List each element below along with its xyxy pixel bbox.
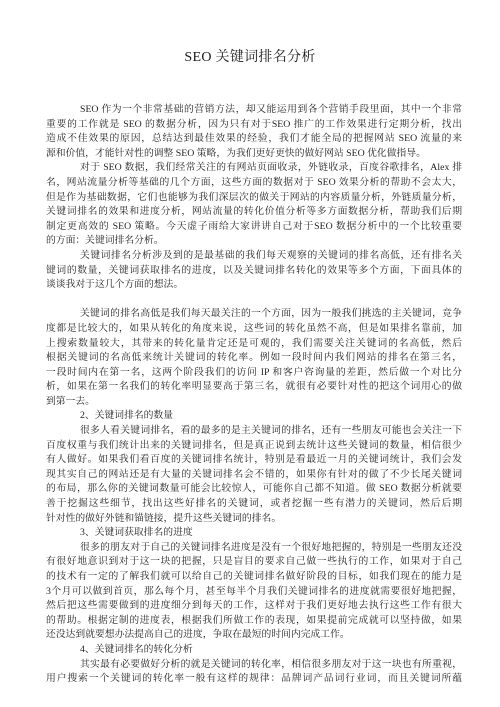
- text-line: 关键词的排名高低是我们每天最关注的一个方面，因为一般我们挑选的主关键词，竞争: [80, 308, 462, 320]
- text-line: 然后把这些需要做到的进度细分到每天的工作，这样对于我们更好地去执行这些工作有很大: [46, 600, 462, 612]
- paragraph-5: [46, 424, 462, 526]
- paragraph-2: [46, 161, 462, 249]
- text-line: 的方面：关键词排名分析。: [46, 235, 164, 247]
- text-line: 很多的朋友对于自己的关键词排名进度是没有一个很好地把握的，特别是一些朋友还没: [80, 541, 462, 553]
- text-line: 百度权重与我们统计出来的关键词排名，但是真正说到去统计这些关键词的数量，相信很少: [46, 439, 462, 451]
- document-body: [46, 103, 462, 687]
- text-line: 但是作为基础数据，它们也能够为我们深层次的做关于网站的内容质量分析，外链质量分析，: [46, 191, 462, 203]
- text-line: 针对性的做好外链和锚链接，提升这些关键词的排名。: [46, 512, 282, 524]
- section-heading-3: 3、关键词获取排名的进度: [80, 527, 193, 539]
- text-line: 现其实自己的网站还是有大量的关键词排名会不错的，如果你有针对的做了不少长尾关键词: [46, 468, 462, 480]
- text-line: 有很好地意识到对于这一块的把握，只是盲目的要求自己做一些执行的工作，如果对于自己: [46, 556, 462, 568]
- text-line: 3个月可以做到首页，那么每个月，甚至每半个月我们关键词排名的进度就需要很好地把握，: [46, 585, 462, 597]
- text-line: 重要的工作就是 SEO 的数据分析，因为只有对于SEO 推广的工作效果进行定期分析，找出: [46, 118, 462, 130]
- text-line: 度都是比较大的，如果从转化的角度来说，这些词的转化虽然不高，但是如果排名靠前，加: [46, 322, 462, 334]
- paragraph-3: [46, 249, 462, 293]
- paragraph-6: [46, 541, 462, 643]
- section-heading-2: 2、关键词排名的数量: [80, 410, 174, 422]
- text-line: 造成不佳效果的原因，总结达到最佳效果的经验，我们才能全局的把握网站 SEO 流量的来: [46, 133, 462, 145]
- text-line: 的技术有一定的了解我们就可以给自己的关键词排名做好阶段的目标，如我们现在的能力是: [46, 571, 462, 582]
- text-line: 关键词排名分析涉及到的是最基础的我们每天观察的关键词的排名高低，还有排名关: [80, 249, 462, 261]
- text-line: 的布局，那么你的关键词数量可能会比较惊人，可能你自己都不知道。做 SEO 数据分析就要: [46, 483, 462, 495]
- text-line: 一段时间内在第一名，这两个阶段我们的访问 IP 和客户咨询量的差距，然后做一个对比分: [46, 366, 462, 378]
- paragraph-1: [46, 103, 462, 161]
- document-title: SEO 关键词排名分析: [184, 50, 316, 65]
- text-line: 关键词排名的效果和进度分析，网站流量的转化价值分析等多方面数据分析，帮助我们后期: [46, 206, 462, 218]
- text-line: SEO 作为一个非常基础的营销方法，却又能运用到各个营销手段里面，其中一个非常: [80, 104, 462, 115]
- text-line: 名，网站流量分析等基础的几个方面，这些方面的数据对于 SEO 效果分析的帮助不会太大，: [46, 176, 462, 188]
- blank-line: [46, 293, 462, 308]
- text-line: 对于 SEO 数据，我们经常关注的有网站页面收录，外链收录，百度谷歌排名，Alex 排: [80, 162, 462, 174]
- text-line: 析，如果在第一名我们的转化率明显要高于第三名，就很有必要针对性的把这个词用心的做: [46, 381, 462, 393]
- text-line: 源和价值，才能针对性的调整 SEO 策略，为我们更好更快的做好网站 SEO 优化做指导。: [46, 147, 426, 159]
- text-line: 制定更高效的 SEO 策略。今天虚子雨给大家讲讲自己对于SEO 数据分析中的一个比较重要: [46, 220, 462, 232]
- paragraph-7: [46, 658, 462, 687]
- text-line: 用户搜索一个关键词的转化率一般有这样的规律：品牌词产品词行业词，而且关键词所蕴: [46, 673, 462, 685]
- text-line: 到第一去。: [46, 395, 95, 407]
- text-line: 键词的数量，关键词获取排名的进度，以及关键词排名转化的效果等多个方面，下面具体的: [46, 264, 462, 276]
- section-heading-4: 4、关键词排名的转化分析: [80, 643, 193, 655]
- text-line: 还没达到就要想办法提高自己的进度，争取在最短的时间内完成工作。: [46, 629, 350, 641]
- text-line: 根据关键词的名高低来统计关键词的转化率。例如一段时间内我们网站的排名在第三名，: [46, 352, 462, 364]
- text-line: 有人做好。如果我们看百度的关键词排名统计，特别是看最近一月的关键词统计，我们会发: [46, 454, 462, 466]
- paragraph-4: [46, 307, 462, 409]
- text-line: 上搜索数量较大，其带来的转化量肯定还是可观的，我们需要关注关键词的名高低，然后: [46, 337, 462, 349]
- text-line: 善于挖掘这些细节，找出这些好排名的关键词，或者挖掘一些有潜力的关键词，然后后期: [46, 498, 462, 510]
- text-line: 的帮助。根据定制的进度表，根据我们所做工作的表现，如果提前完成就可以坚持做，如果: [46, 614, 462, 626]
- text-line: 其实最有必要做好分析的就是关键词的转化率，相信很多朋友对于这一块也有所重视，: [80, 658, 462, 670]
- text-line: 很多人看关键词排名，看的最多的是主关键词的排名，还有一些朋友可能也会关注一下: [80, 425, 462, 437]
- text-line: 谈谈我对于这几个方面的想法。: [46, 279, 184, 291]
